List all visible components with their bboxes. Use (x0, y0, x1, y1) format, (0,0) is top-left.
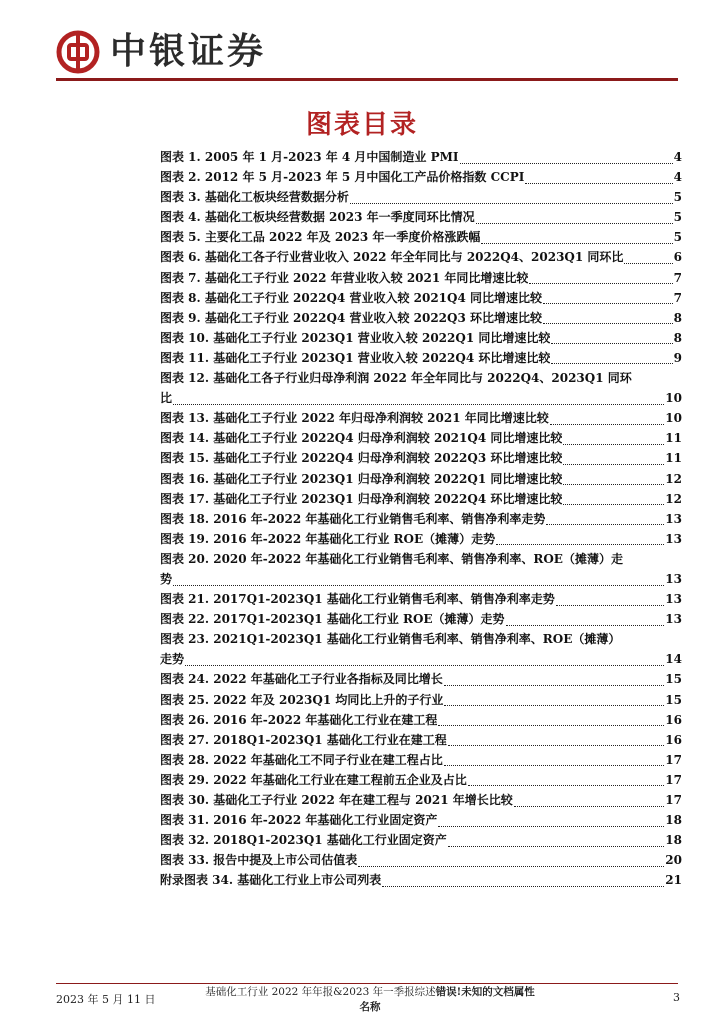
dot-leader (460, 153, 673, 164)
toc-entry[interactable] (160, 851, 682, 871)
toc-entry[interactable] (160, 590, 682, 610)
toc-entry[interactable] (160, 771, 682, 791)
toc-entry-continuation[interactable] (160, 650, 682, 670)
dot-leader (358, 856, 664, 867)
toc-entry-page: 14 (665, 652, 682, 667)
dot-leader (173, 394, 664, 405)
dot-leader (506, 615, 665, 626)
dot-leader (448, 836, 665, 847)
bank-of-china-logo-icon (56, 30, 100, 74)
toc-entry[interactable] (160, 610, 682, 630)
dot-leader (496, 534, 664, 545)
toc-entry-page: 15 (665, 672, 682, 687)
dot-leader (438, 715, 664, 726)
dot-leader (563, 454, 664, 465)
toc-entry-page: 13 (665, 531, 682, 546)
toc-entry[interactable] (160, 349, 682, 369)
dot-leader (173, 575, 664, 586)
toc-entry[interactable] (160, 711, 682, 731)
toc-entry-label: 图表 27. 2018Q1-2023Q1 基础化工行业在建工程 (160, 732, 447, 747)
toc-entry-label-continuation: 比 (160, 391, 173, 406)
toc-entry[interactable] (160, 208, 682, 228)
footer-page-number: 3 (673, 991, 680, 1004)
dot-leader (556, 595, 665, 606)
toc-entry[interactable] (160, 871, 682, 891)
toc-entry-label: 图表 8. 基础化工子行业 2022Q4 营业收入较 2021Q4 同比增速比较 (160, 290, 542, 305)
toc-entry-page: 9 (673, 350, 682, 365)
toc-entry-continuation[interactable] (160, 570, 682, 590)
toc-entry[interactable] (160, 530, 682, 550)
dot-leader (444, 695, 664, 706)
toc-entry-label: 图表 10. 基础化工子行业 2023Q1 营业收入较 2022Q1 同比增速比较 (160, 330, 551, 345)
toc-entry-label: 图表 5. 主要化工品 2022 年及 2023 年一季度价格涨跌幅 (160, 230, 481, 245)
toc-entry-label: 附录图表 34. 基础化工行业上市公司列表 (160, 873, 382, 888)
dot-leader (448, 735, 665, 746)
toc-entry-page: 13 (665, 571, 682, 586)
dot-leader (382, 876, 664, 887)
dot-leader (546, 514, 664, 525)
dot-leader (438, 816, 664, 827)
dot-leader (624, 253, 672, 264)
dot-leader (563, 434, 664, 445)
toc-entry-label: 图表 4. 基础化工板块经营数据 2023 年一季度同环比情况 (160, 210, 475, 225)
toc-entry-page: 17 (665, 793, 682, 807)
toc-entry[interactable] (160, 269, 682, 289)
toc-entry-page: 12 (665, 491, 682, 506)
toc-entry-label: 图表 30. 基础化工子行业 2022 年在建工程与 2021 年增长比较 (160, 793, 513, 807)
toc-entry-label: 图表 29. 2022 年基础化工行业在建工程前五企业及占比 (160, 772, 467, 787)
toc-entry-page: 10 (665, 391, 682, 406)
toc-entry-page: 13 (665, 511, 682, 526)
dot-leader (551, 353, 672, 364)
dot-leader (185, 655, 664, 666)
toc-entry-page: 5 (673, 210, 682, 225)
toc-entry[interactable] (160, 470, 682, 490)
toc-entry-page: 10 (665, 411, 682, 426)
dot-leader (350, 193, 673, 204)
toc-entry-page: 20 (665, 853, 682, 868)
dot-leader (476, 213, 673, 224)
toc-entry[interactable] (160, 831, 682, 851)
toc-entry[interactable] (160, 369, 682, 389)
toc-entry[interactable] (160, 630, 682, 650)
toc-entry[interactable] (160, 168, 682, 188)
footer-divider (56, 983, 678, 984)
toc-entry[interactable] (160, 429, 682, 449)
header-divider (56, 78, 678, 81)
toc-entry-page: 6 (673, 250, 682, 265)
footer-date: 2023 年 5 月 11 日 (56, 993, 156, 1006)
footer-document-title (180, 985, 560, 1015)
footer-error-text: 错误!未知的文档属性 (435, 986, 535, 998)
toc-entry-label: 图表 12. 基础化工各子行业归母净利润 2022 年全年同比与 2022Q4、2023Q1 同环 (160, 371, 632, 386)
toc-entry[interactable] (160, 670, 682, 690)
toc-entry-continuation[interactable] (160, 389, 682, 409)
toc-entry-label: 图表 24. 2022 年基础化工子行业各指标及同比增长 (160, 672, 443, 687)
table-of-figures (160, 148, 682, 891)
dot-leader (444, 675, 664, 686)
toc-entry-page: 13 (665, 592, 682, 607)
toc-entry[interactable] (160, 731, 682, 751)
toc-entry[interactable] (160, 751, 682, 771)
toc-entry[interactable] (160, 148, 682, 168)
toc-entry-page: 18 (665, 833, 682, 848)
toc-entry-label: 图表 28. 2022 年基础化工不同子行业在建工程占比 (160, 752, 443, 767)
toc-entry[interactable] (160, 510, 682, 530)
toc-entry-label: 图表 3. 基础化工板块经营数据分析 (160, 190, 349, 205)
toc-entry-page: 16 (665, 712, 682, 727)
dot-leader (543, 313, 673, 324)
toc-entry[interactable] (160, 791, 682, 811)
dot-leader (550, 414, 665, 425)
toc-entry-page: 17 (665, 752, 682, 767)
toc-entry-label: 图表 31. 2016 年-2022 年基础化工行业固定资产 (160, 813, 438, 828)
footer-title-text: 基础化工行业 2022 年年报&2023 年一季报综述 (205, 986, 436, 998)
footer-error-text-2: 名称 (359, 1001, 381, 1013)
dot-leader (529, 273, 672, 284)
toc-entry-label: 图表 15. 基础化工子行业 2022Q4 归母净利润较 2022Q3 环比增速比较 (160, 451, 563, 466)
toc-entry-label: 图表 14. 基础化工子行业 2022Q4 归母净利润较 2021Q4 同比增速比较 (160, 431, 563, 446)
toc-entry-page: 13 (665, 612, 682, 627)
toc-entry-label-continuation: 走势 (160, 652, 185, 667)
toc-entry-page: 5 (673, 190, 682, 205)
toc-entry[interactable] (160, 409, 682, 429)
dot-leader (563, 474, 664, 485)
toc-entry[interactable] (160, 811, 682, 831)
toc-entry-page: 11 (665, 431, 682, 446)
toc-entry-label: 图表 25. 2022 年及 2023Q1 均同比上升的子行业 (160, 692, 444, 707)
brand-name: 中银证券 (110, 31, 267, 72)
toc-entry-label: 图表 23. 2021Q1-2023Q1 基础化工行业销售毛利率、销售净利率、ROE（摊薄） (160, 632, 621, 647)
dot-leader (551, 333, 672, 344)
toc-entry-label: 图表 26. 2016 年-2022 年基础化工行业在建工程 (160, 712, 438, 727)
toc-entry-label: 图表 18. 2016 年-2022 年基础化工行业销售毛利率、销售净利率走势 (160, 511, 546, 526)
page-header (0, 0, 724, 86)
dot-leader (543, 293, 673, 304)
toc-entry[interactable] (160, 449, 682, 469)
toc-entry[interactable] (160, 490, 682, 510)
dot-leader (481, 233, 672, 244)
toc-entry-label: 图表 20. 2020 年-2022 年基础化工行业销售毛利率、销售净利率、ROE（摊薄）走 (160, 551, 623, 566)
toc-entry[interactable] (160, 329, 682, 349)
toc-entry-page: 15 (665, 692, 682, 707)
toc-entry-page: 8 (673, 310, 682, 325)
dot-leader (468, 775, 664, 786)
toc-entry[interactable] (160, 188, 682, 208)
toc-entry-label: 图表 2. 2012 年 5 月-2023 年 5 月中国化工产品价格指数 CCPI (160, 170, 525, 185)
toc-entry-page: 21 (665, 873, 682, 888)
toc-entry-page: 17 (665, 772, 682, 787)
toc-entry[interactable] (160, 691, 682, 711)
toc-entry-page: 5 (673, 230, 682, 245)
toc-entry[interactable] (160, 248, 682, 268)
toc-entry-label: 图表 13. 基础化工子行业 2022 年归母净利润较 2021 年同比增速比较 (160, 411, 549, 426)
dot-leader (514, 796, 665, 807)
toc-entry-label: 图表 22. 2017Q1-2023Q1 基础化工行业 ROE（摊薄）走势 (160, 612, 505, 627)
toc-entry-label: 图表 11. 基础化工子行业 2023Q1 营业收入较 2022Q4 环比增速比较 (160, 350, 551, 365)
toc-entry-label: 图表 32. 2018Q1-2023Q1 基础化工行业固定资产 (160, 833, 447, 848)
toc-entry-label: 图表 19. 2016 年-2022 年基础化工行业 ROE（摊薄）走势 (160, 531, 496, 546)
toc-entry[interactable] (160, 289, 682, 309)
toc-entry-label: 图表 33. 报告中提及上市公司估值表 (160, 853, 358, 868)
toc-entry-label: 图表 1. 2005 年 1 月-2023 年 4 月中国制造业 PMI (160, 150, 459, 164)
toc-entry-label: 图表 21. 2017Q1-2023Q1 基础化工行业销售毛利率、销售净利率走势 (160, 592, 555, 607)
toc-entry-page: 7 (673, 290, 682, 305)
page-title: 图表目录 (305, 110, 418, 140)
toc-entry[interactable] (160, 550, 682, 570)
dot-leader (444, 755, 664, 766)
toc-entry-page: 11 (665, 451, 682, 466)
dot-leader (563, 494, 664, 505)
toc-entry[interactable] (160, 309, 682, 329)
toc-entry-label: 图表 7. 基础化工子行业 2022 年营业收入较 2021 年同比增速比较 (160, 270, 529, 285)
toc-entry-page: 8 (673, 330, 682, 345)
dot-leader (525, 173, 672, 184)
toc-entry-page: 7 (673, 270, 682, 285)
toc-entry[interactable] (160, 228, 682, 248)
toc-entry-page: 16 (665, 732, 682, 747)
toc-entry-label: 图表 17. 基础化工子行业 2023Q1 归母净利润较 2022Q4 环比增速比较 (160, 491, 563, 506)
toc-entry-page: 4 (673, 170, 682, 185)
toc-entry-label: 图表 6. 基础化工各子行业营业收入 2022 年全年同比与 2022Q4、2023Q1 同环比 (160, 250, 624, 265)
toc-entry-page: 18 (665, 813, 682, 828)
toc-entry-label: 图表 16. 基础化工子行业 2023Q1 归母净利润较 2022Q1 同比增速比较 (160, 471, 563, 486)
toc-entry-label-continuation: 势 (160, 571, 173, 586)
toc-entry-label: 图表 9. 基础化工子行业 2022Q4 营业收入较 2022Q3 环比增速比较 (160, 310, 542, 325)
toc-entry-page: 4 (673, 150, 682, 164)
toc-entry-page: 12 (665, 471, 682, 486)
